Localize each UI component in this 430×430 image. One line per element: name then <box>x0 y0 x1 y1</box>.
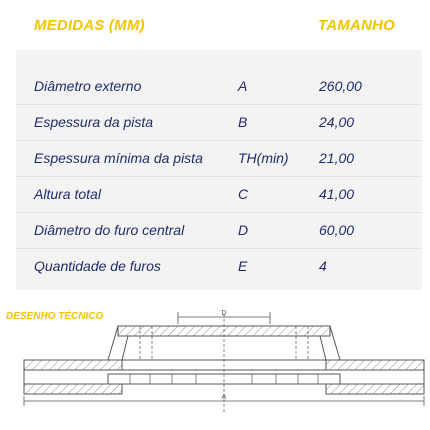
row-label: Diâmetro do furo central <box>34 222 185 238</box>
specs-table <box>16 50 422 290</box>
row-value: 60,00 <box>319 222 355 238</box>
table-row <box>16 176 422 213</box>
dimension-d-label: D <box>221 310 227 317</box>
row-code: A <box>238 78 248 94</box>
row-value: 21,00 <box>319 150 355 166</box>
row-code: C <box>238 186 249 202</box>
table-row <box>16 104 422 141</box>
left-ring <box>24 360 122 394</box>
table-row <box>16 140 422 177</box>
row-label: Quantidade de furos <box>34 258 161 274</box>
table-row <box>16 212 422 249</box>
table-row <box>16 248 422 284</box>
drawing-title: DESENHO TÉCNICO <box>6 311 104 322</box>
row-code: E <box>238 258 248 274</box>
row-value: 41,00 <box>319 186 355 202</box>
row-code: B <box>238 114 248 130</box>
row-label: Espessura mínima da pista <box>34 150 203 166</box>
row-label: Altura total <box>34 186 101 202</box>
row-value: 24,00 <box>319 114 355 130</box>
row-value: 260,00 <box>319 78 362 94</box>
size-header: TAMANHO <box>318 17 395 34</box>
row-label: Espessura da pista <box>34 114 154 130</box>
row-value: 4 <box>319 258 327 274</box>
measures-header: MEDIDAS (MM) <box>34 17 145 34</box>
row-code: D <box>238 222 249 238</box>
table-row <box>16 68 422 105</box>
row-label: Diâmetro externo <box>34 78 142 94</box>
right-ring <box>326 360 424 394</box>
dimension-a-label: A <box>221 394 227 401</box>
row-code: TH(min) <box>238 150 289 166</box>
